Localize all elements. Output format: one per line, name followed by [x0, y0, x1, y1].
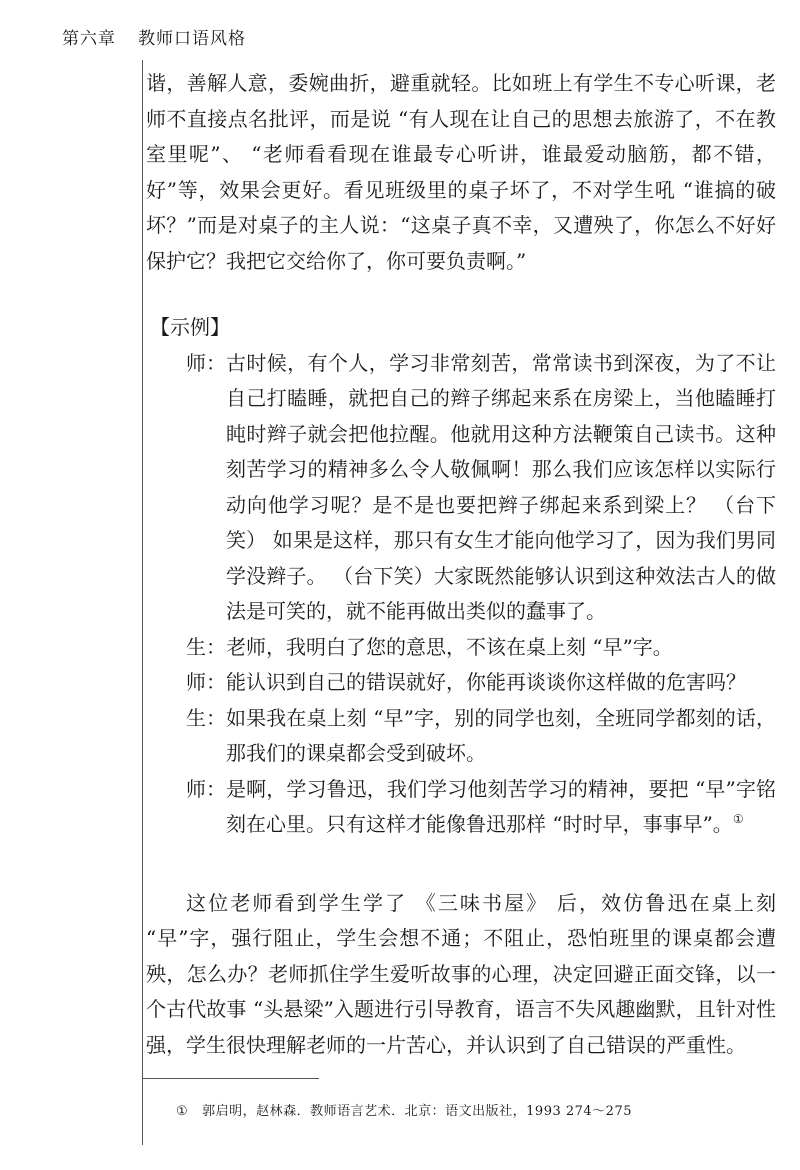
dialogue-text: 古时候，有个人，学习非常刻苦，常常读书到深夜，为了不让自己打瞌睡，就把自己的辫子绑起来系在房梁上，当他瞌睡打盹时辫子就会把他拉醒。他就用这种方法鞭策自己读书。这种刻苦学习的精神多么令人敬佩啊！那么我们应该怎样以实际行动向他学习呢？是不是也要把辫子绑起来系到梁上？ （台下笑） 如果是这样，那只有女生才能向他学习了，因为我们男同学没辫子。 （台下笑）大家既然能够认识到这种效法古人的做法是可笑的，就不能再做出类似的蠢事了。: [226, 350, 776, 623]
dialogue-line: [146, 701, 776, 772]
footnote-mark: ①: [176, 1104, 189, 1119]
chapter-title: 教师口语风格: [138, 29, 246, 49]
intro-paragraph: 谐，善解人意，委婉曲折，避重就轻。比如班上有学生不专心听课，老师不直接点名批评，而是说 “有人现在让自己的思想去旅游了，不在教室里呢”、 “老师看看现在谁最专心听讲，谁最爱动脑筋，都不错，好”等，效果会更好。看见班级里的桌子坏了，不对学生吼 “谁搞的破坏？”而是对桌子的主人说：“这桌子真不幸，又遭殃了，你怎么不好好保护它？我把它交给你了，你可要负责啊。”: [146, 71, 776, 273]
dialogue-line: [146, 665, 776, 701]
footnote-rule: [143, 1078, 319, 1079]
page-body: [146, 66, 776, 1063]
dialogue-line: [146, 772, 776, 843]
footnote-ref[interactable]: ①: [732, 812, 744, 826]
analysis-paragraph: 这位老师看到学生学了 《三味书屋》 后，效仿鲁迅在桌上刻 “早”字，强行阻止，学生会想不通；不阻止，恐怕班里的课桌都会遭殃，怎么办？老师抓住学生爱听故事的心理，决定回避正面交锋，以一个古代故事 “头悬梁”入题进行引导教育，语言不失风趣幽默，且针对性强，学生很快理解老师的一片苦心，并认识到了自己错误的严重性。: [146, 890, 776, 1057]
speaker-label: 师：: [186, 776, 226, 801]
dialogue-text: 老师，我明白了您的意思，不该在桌上刻 “早”字。: [226, 634, 673, 659]
dialogue-line: [146, 346, 776, 630]
dialogue-line: [146, 630, 776, 666]
speaker-label: 生：: [186, 705, 226, 730]
speaker-label: 师：: [186, 350, 226, 375]
chapter-label: 第六章: [62, 29, 116, 49]
dialogue-text: 是啊，学习鲁迅，我们学习他刻苦学习的精神，要把 “早”字铭刻在心里。只有这样才能像鲁迅那样 “时时早，事事早”。: [226, 776, 776, 836]
dialogue-text: 如果我在桌上刻 “早”字，别的同学也刻，全班同学都刻的话，那我们的课桌都会受到破坏。: [226, 705, 776, 765]
footnote: [176, 1100, 632, 1119]
speaker-label: 师：: [186, 670, 226, 694]
running-header: [62, 24, 246, 49]
example-heading: 【示例】: [150, 315, 230, 339]
dialogue-text-wrap: [226, 772, 776, 843]
speaker-label: 生：: [186, 634, 226, 659]
margin-rule: [142, 60, 143, 1145]
dialogue-text: 能认识到自己的错误就好，你能再谈谈你这样做的危害吗？: [226, 670, 746, 694]
footnote-text: 郭启明，赵林森．教师语言艺术．北京：语文出版社，1993 274～275: [202, 1104, 632, 1119]
